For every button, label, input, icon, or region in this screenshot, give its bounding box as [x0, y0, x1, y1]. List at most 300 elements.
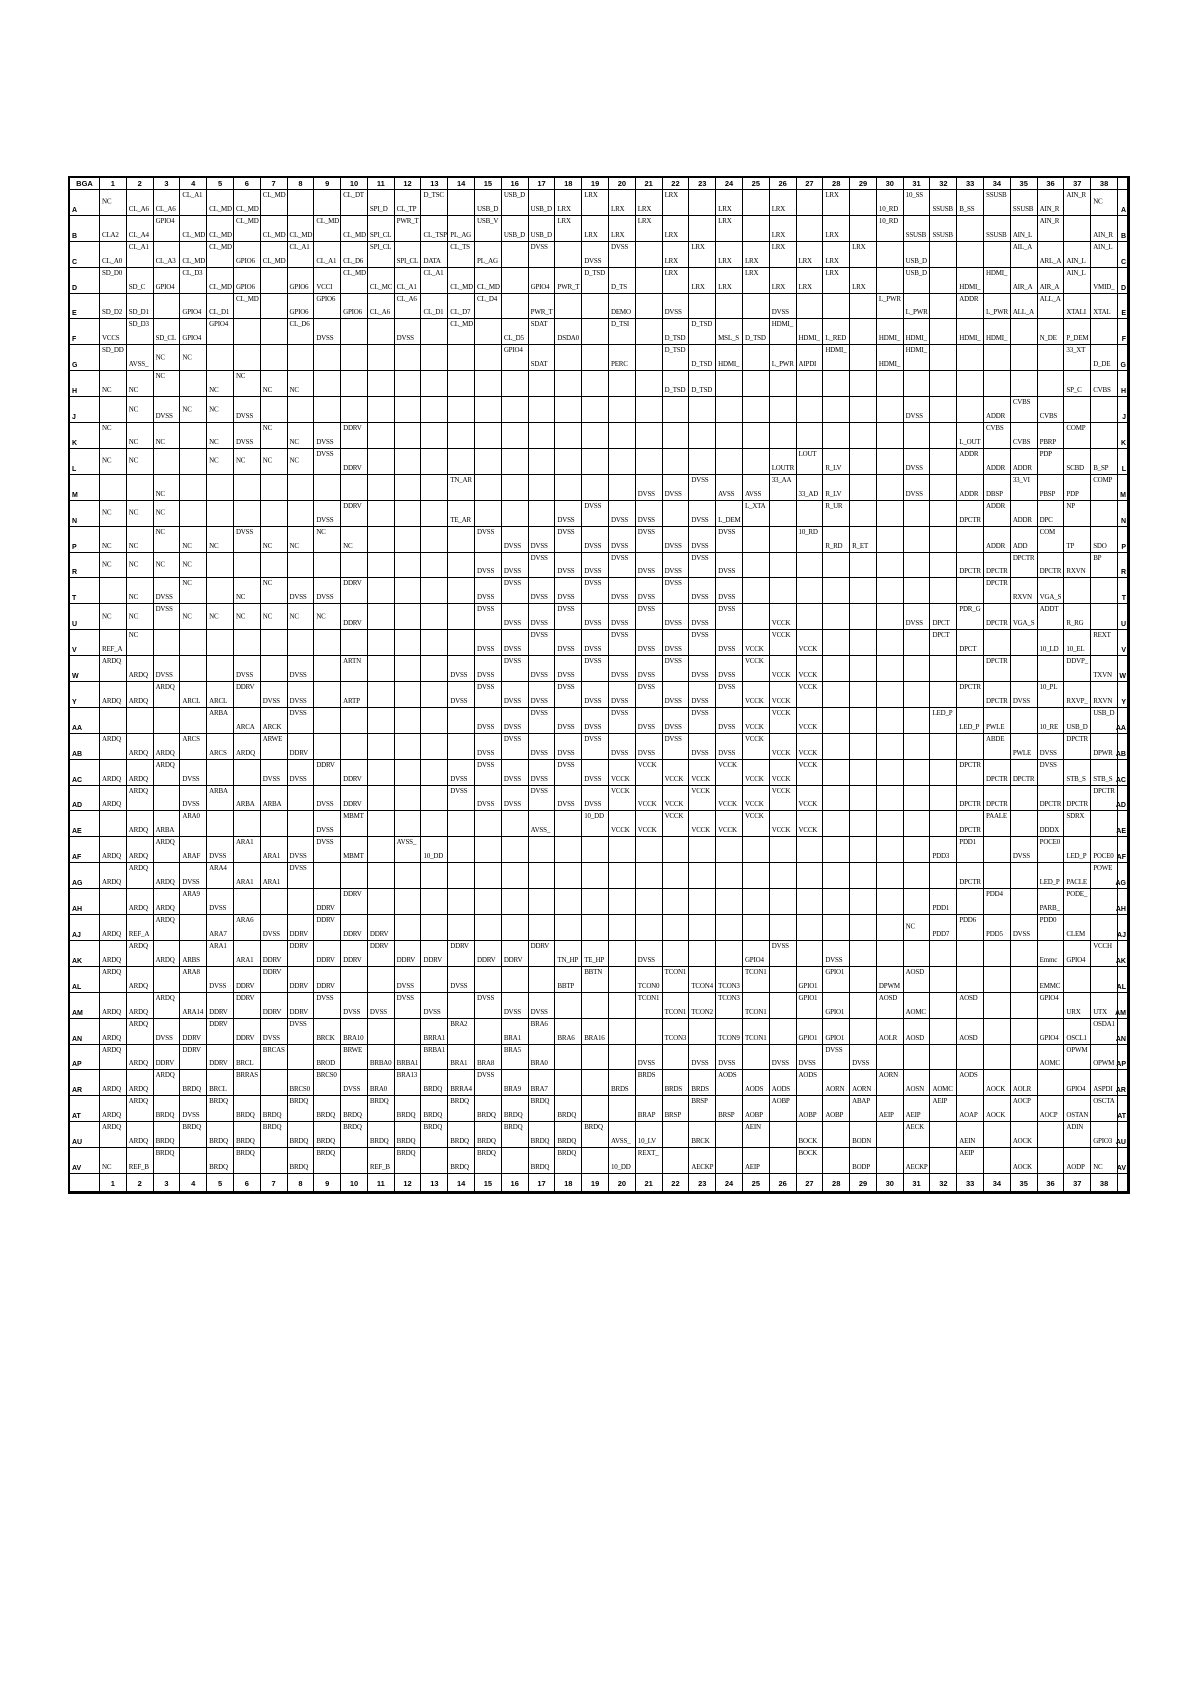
row-header-right — [1118, 682, 1128, 708]
pin-cell — [234, 475, 261, 501]
pin-cell — [743, 501, 770, 527]
pin-cell — [850, 915, 877, 941]
pin-cell — [261, 837, 288, 863]
pin-cell — [555, 863, 582, 889]
pin-cell — [100, 915, 127, 941]
row-label: AK — [72, 957, 83, 965]
pin-cell — [421, 449, 448, 475]
pin-name: DPCT — [959, 645, 977, 654]
pin-cell — [207, 1096, 234, 1122]
pin-cell — [1064, 527, 1091, 553]
row-label-right: T — [1121, 595, 1126, 603]
pin-cell — [957, 242, 984, 268]
pin-name: SD_D2 — [102, 308, 123, 317]
pin-cell — [314, 941, 341, 967]
pin-name: DVSS — [691, 593, 709, 602]
pin-name: GPIO6 — [235, 282, 255, 291]
pin-name: AOCK — [1012, 1137, 1032, 1146]
pin-cell — [1064, 242, 1091, 268]
pin-cell — [234, 708, 261, 734]
pin-name: DDRV — [343, 501, 362, 510]
pin-cell — [609, 967, 636, 993]
pin-cell — [261, 527, 288, 553]
column-number: 30 — [885, 179, 894, 188]
row-label-right: AF — [1116, 854, 1126, 862]
pin-name: BRDQ — [343, 1111, 362, 1120]
pin-cell — [1011, 734, 1038, 760]
pin-cell — [421, 863, 448, 889]
pin-cell — [663, 734, 690, 760]
pin-cell — [395, 1122, 422, 1148]
pin-cell — [850, 423, 877, 449]
pin-name: AODS — [771, 1085, 790, 1094]
pin-cell — [207, 294, 234, 320]
pin-cell — [154, 811, 181, 837]
pin-name: DVSS — [718, 748, 736, 757]
pin-name: ARDQ — [155, 748, 175, 757]
pin-cell — [261, 708, 288, 734]
pin-cell — [529, 527, 556, 553]
row-header-right — [1118, 656, 1128, 682]
pin-cell — [957, 553, 984, 579]
pin-cell — [234, 837, 261, 863]
pin-cell — [314, 630, 341, 656]
column-number-footer: 5 — [217, 1179, 223, 1188]
pin-cell — [1091, 475, 1118, 501]
pin-cell — [1038, 527, 1065, 553]
pin-cell — [1091, 1096, 1118, 1122]
pin-cell — [127, 760, 154, 786]
column-number: 14 — [456, 179, 466, 188]
pin-cell — [180, 1148, 207, 1174]
pin-cell — [234, 993, 261, 1019]
pin-cell — [609, 863, 636, 889]
pin-cell — [395, 397, 422, 423]
pin-name: LOUTR — [771, 463, 795, 472]
pin-cell — [1038, 1148, 1065, 1174]
pin-name: DVSS — [316, 800, 334, 809]
pin-cell — [850, 1148, 877, 1174]
pin-cell — [555, 242, 582, 268]
pin-cell — [582, 345, 609, 371]
pin-cell — [689, 553, 716, 579]
pin-name: VCCK — [771, 631, 791, 640]
pin-name: BRDQ — [450, 1162, 469, 1171]
column-number-footer: 8 — [298, 1179, 303, 1188]
pin-cell — [689, 345, 716, 371]
row-header-right — [1115, 734, 1128, 760]
row-label-right: AK — [1115, 957, 1126, 965]
pin-name: DVSS — [637, 527, 655, 536]
pin-name: NC — [155, 489, 165, 498]
pin-name: TCON0 — [637, 981, 660, 990]
row-label-right: R — [1120, 569, 1126, 577]
pin-cell — [421, 527, 448, 553]
pin-name: PAALE — [986, 812, 1007, 821]
column-number-footer: 25 — [751, 1179, 760, 1188]
pin-cell — [475, 1019, 502, 1045]
pin-cell — [100, 1070, 127, 1096]
pin-name: HDMI_ — [905, 346, 927, 355]
column-header — [529, 178, 556, 190]
row-header — [70, 423, 100, 449]
pin-cell — [475, 863, 502, 889]
pin-cell — [930, 682, 957, 708]
pin-cell — [663, 423, 690, 449]
column-header — [180, 178, 207, 190]
pin-name: SPI_CL — [396, 256, 419, 265]
pin-name: DBSP — [986, 489, 1003, 498]
pin-cell — [100, 811, 127, 837]
pin-cell — [957, 397, 984, 423]
pin-cell — [877, 449, 904, 475]
pin-cell — [770, 604, 797, 630]
pin-name: REF_A — [128, 929, 150, 938]
pin-cell — [127, 889, 154, 915]
pin-cell — [100, 604, 127, 630]
column-number-footer: 7 — [271, 1179, 276, 1188]
pin-name: BRA0 — [369, 1085, 387, 1094]
pin-cell — [314, 1019, 341, 1045]
pin-name: DVSS — [584, 567, 602, 576]
pin-cell — [850, 863, 877, 889]
pin-cell — [609, 268, 636, 294]
pin-cell — [797, 216, 824, 242]
pin-cell — [154, 915, 181, 941]
pin-name: D_TSD — [664, 346, 686, 355]
pin-name: SD_D1 — [128, 308, 149, 317]
pin-name: UTX — [1093, 1007, 1107, 1016]
pin-cell — [850, 449, 877, 475]
pin-name: DDDX — [1039, 826, 1060, 835]
pin-cell — [475, 1045, 502, 1071]
pin-name: ARA1 — [235, 878, 254, 887]
pin-cell — [234, 294, 261, 320]
pin-name: SP_C — [1066, 386, 1082, 395]
pin-name: NC — [262, 456, 273, 465]
pin-cell — [207, 656, 234, 682]
pin-cell — [609, 294, 636, 320]
column-header — [636, 178, 663, 190]
pin-cell — [984, 915, 1011, 941]
pin-cell — [368, 837, 395, 863]
pin-name: DVSS — [584, 722, 602, 731]
pin-name: AODS — [959, 1071, 978, 1080]
pin-name: DVSS — [584, 645, 602, 654]
pin-cell — [1038, 449, 1065, 475]
pin-cell — [904, 1019, 931, 1045]
pin-name: DVSS — [530, 631, 548, 640]
column-number: 5 — [217, 179, 223, 188]
pin-cell — [421, 941, 448, 967]
row-label-right: F — [1121, 336, 1126, 344]
column-number-footer: 28 — [832, 1179, 841, 1188]
pin-cell — [797, 786, 824, 812]
pin-name: AOMC — [1039, 1059, 1060, 1068]
row-header-right — [1118, 501, 1128, 527]
pin-cell — [930, 1019, 957, 1045]
pin-name: DVSS — [316, 838, 334, 847]
pin-cell — [475, 268, 502, 294]
pin-cell — [180, 863, 207, 889]
pin-cell — [448, 449, 475, 475]
pin-name: CL_TS — [450, 242, 470, 251]
pin-name: L_XTA — [744, 501, 766, 510]
pin-cell — [502, 578, 529, 604]
pin-cell — [957, 1096, 984, 1122]
pin-cell — [180, 242, 207, 268]
pin-cell — [207, 1019, 234, 1045]
pin-cell — [877, 501, 904, 527]
pin-cell — [395, 527, 422, 553]
pin-cell — [555, 578, 582, 604]
pin-cell — [636, 190, 663, 216]
pin-cell — [475, 604, 502, 630]
pin-name: DVSS — [637, 515, 655, 524]
pin-cell — [823, 216, 850, 242]
pin-name: AEIP — [905, 1111, 921, 1120]
pin-name: DVSS — [503, 774, 521, 783]
pin-cell — [529, 993, 556, 1019]
pin-name: DVSS — [718, 722, 736, 731]
pin-name: DVSS — [530, 748, 548, 757]
pin-name: DPCTR — [1066, 800, 1088, 809]
pin-name: DDRV — [316, 904, 335, 913]
pin-name: DDRV — [343, 890, 362, 899]
pin-name: CL_A1 — [316, 256, 337, 265]
pin-cell — [368, 863, 395, 889]
pin-cell — [582, 786, 609, 812]
pin-name: DVSS — [798, 1059, 816, 1068]
pin-cell — [689, 889, 716, 915]
pin-cell — [529, 630, 556, 656]
pin-cell — [395, 190, 422, 216]
pin-cell — [234, 941, 261, 967]
row-label: K — [72, 439, 78, 447]
pin-cell — [1091, 345, 1118, 371]
pin-cell — [234, 760, 261, 786]
pin-cell — [475, 786, 502, 812]
pin-cell — [582, 527, 609, 553]
pin-name: DPCTR — [986, 774, 1008, 783]
pin-cell — [1011, 811, 1038, 837]
pin-name: SDAT — [530, 320, 548, 329]
pin-name: BRA9 — [503, 1085, 521, 1094]
column-header — [1038, 178, 1065, 190]
pin-cell — [1011, 941, 1038, 967]
pin-cell — [288, 734, 315, 760]
pin-cell — [716, 527, 743, 553]
pin-cell — [341, 1019, 368, 1045]
pin-cell — [421, 604, 448, 630]
pin-cell — [395, 1096, 422, 1122]
pin-cell — [636, 371, 663, 397]
pin-name: GPIO6 — [289, 308, 309, 317]
pin-name: DVSS — [155, 670, 173, 679]
pin-cell — [904, 967, 931, 993]
row-label-right: AR — [1115, 1087, 1126, 1095]
column-number: 8 — [298, 179, 303, 188]
pin-cell — [448, 1148, 475, 1174]
pin-name: ALL_A — [1012, 308, 1034, 317]
pin-cell — [582, 1148, 609, 1174]
pin-cell — [716, 786, 743, 812]
pin-cell — [180, 967, 207, 993]
pin-name: CL_D4 — [477, 294, 498, 303]
pin-name: AOMC — [905, 1007, 926, 1016]
pin-cell — [636, 967, 663, 993]
pin-name: DVSS — [611, 619, 629, 628]
pin-cell — [636, 242, 663, 268]
pin-name: BRA2 — [450, 1019, 468, 1028]
pin-name: DVSS — [557, 593, 575, 602]
pin-cell — [180, 1019, 207, 1045]
pin-name: ARA1 — [235, 955, 254, 964]
pin-cell — [261, 863, 288, 889]
pin-cell — [127, 578, 154, 604]
pin-cell — [663, 837, 690, 863]
row-header-right — [1115, 863, 1128, 889]
pin-cell — [448, 1122, 475, 1148]
pin-name: NC — [262, 612, 273, 621]
pin-cell — [582, 242, 609, 268]
pin-cell — [529, 1019, 556, 1045]
pin-cell — [663, 242, 690, 268]
pin-cell — [957, 993, 984, 1019]
pin-cell — [288, 760, 315, 786]
pin-cell — [341, 216, 368, 242]
pin-cell — [368, 682, 395, 708]
pin-cell — [207, 863, 234, 889]
pin-cell — [984, 1019, 1011, 1045]
pin-cell — [957, 811, 984, 837]
pin-cell — [770, 786, 797, 812]
pin-name: DDRV — [289, 1007, 308, 1016]
pin-name: GPIO1 — [825, 967, 845, 976]
pin-name: DVSS — [637, 722, 655, 731]
pin-name: AOSD — [905, 1033, 924, 1042]
pin-cell — [1038, 786, 1065, 812]
pin-name: DVSS — [262, 1033, 280, 1042]
pin-name: PDD1 — [932, 904, 950, 913]
pin-cell — [100, 242, 127, 268]
pin-cell — [582, 1019, 609, 1045]
pin-cell — [368, 967, 395, 993]
pin-cell — [797, 371, 824, 397]
pin-cell — [689, 734, 716, 760]
pin-cell — [877, 708, 904, 734]
pin-cell — [421, 1148, 448, 1174]
pin-cell — [930, 941, 957, 967]
pin-name: DVSS — [209, 981, 227, 990]
pin-cell — [663, 993, 690, 1019]
pin-name: NC — [128, 405, 139, 414]
pin-name: LRX — [691, 282, 705, 291]
pin-name: SDO — [1093, 541, 1107, 550]
pin-cell — [957, 1019, 984, 1045]
pin-cell — [234, 682, 261, 708]
pin-name: LRX — [798, 282, 812, 291]
pin-name: GPIO1 — [798, 1033, 818, 1042]
pin-cell — [395, 915, 422, 941]
pin-cell — [984, 863, 1011, 889]
pin-name: DVSS — [611, 748, 629, 757]
pin-cell — [957, 915, 984, 941]
pin-name: TCON1 — [744, 1033, 767, 1042]
pin-name: NC — [102, 541, 112, 550]
corner-cell — [70, 178, 100, 190]
pin-cell — [1038, 553, 1065, 579]
pin-name: VCCK — [744, 774, 764, 783]
pin-name: DPCTR — [986, 800, 1008, 809]
pin-cell — [180, 1096, 207, 1122]
pin-cell — [448, 423, 475, 449]
column-number: 3 — [164, 179, 169, 188]
pin-cell — [234, 319, 261, 345]
pin-cell — [582, 423, 609, 449]
pin-name: LOUT — [798, 449, 817, 458]
pin-cell — [368, 1070, 395, 1096]
pin-cell — [234, 1122, 261, 1148]
pin-cell — [261, 578, 288, 604]
pin-name: NC — [209, 456, 219, 465]
pin-cell — [930, 1045, 957, 1071]
pin-name: NC — [182, 579, 192, 588]
pin-name: BRBA1 — [423, 1045, 446, 1054]
pin-cell — [1038, 268, 1065, 294]
pin-cell — [1038, 319, 1065, 345]
pin-cell — [797, 397, 824, 423]
row-label: AD — [72, 802, 83, 810]
pin-name: ADDR — [959, 449, 979, 458]
pin-cell — [100, 1148, 127, 1174]
pin-cell — [502, 319, 529, 345]
column-footer — [154, 1174, 181, 1192]
pin-cell — [850, 501, 877, 527]
pin-cell — [636, 1045, 663, 1071]
pin-name: ARDQ — [128, 981, 148, 990]
pin-cell — [689, 475, 716, 501]
pin-cell — [770, 760, 797, 786]
pin-name: BRRAS — [235, 1071, 258, 1080]
pin-cell — [234, 967, 261, 993]
pin-name: CL_MD — [235, 204, 259, 213]
pin-cell — [529, 242, 556, 268]
pin-name: AOMC — [932, 1085, 953, 1094]
pin-cell — [984, 423, 1011, 449]
row-header — [70, 242, 100, 268]
pin-cell — [1091, 423, 1118, 449]
pin-cell — [314, 294, 341, 320]
pin-cell — [502, 1045, 529, 1071]
pin-name: DVSS — [664, 722, 682, 731]
pin-cell — [1091, 371, 1118, 397]
pin-cell — [850, 345, 877, 371]
pin-name: L_PWR — [771, 360, 794, 369]
pin-cell — [127, 475, 154, 501]
pin-name: DVSS — [503, 645, 521, 654]
pin-cell — [689, 190, 716, 216]
pin-name: AODS — [744, 1085, 764, 1094]
pin-cell — [127, 915, 154, 941]
pin-cell — [770, 190, 797, 216]
pin-cell — [341, 837, 368, 863]
row-header — [70, 760, 100, 786]
pin-name: BRCK — [316, 1033, 335, 1042]
pin-name: LRX — [744, 268, 759, 277]
pin-cell — [100, 501, 127, 527]
pin-cell — [689, 397, 716, 423]
